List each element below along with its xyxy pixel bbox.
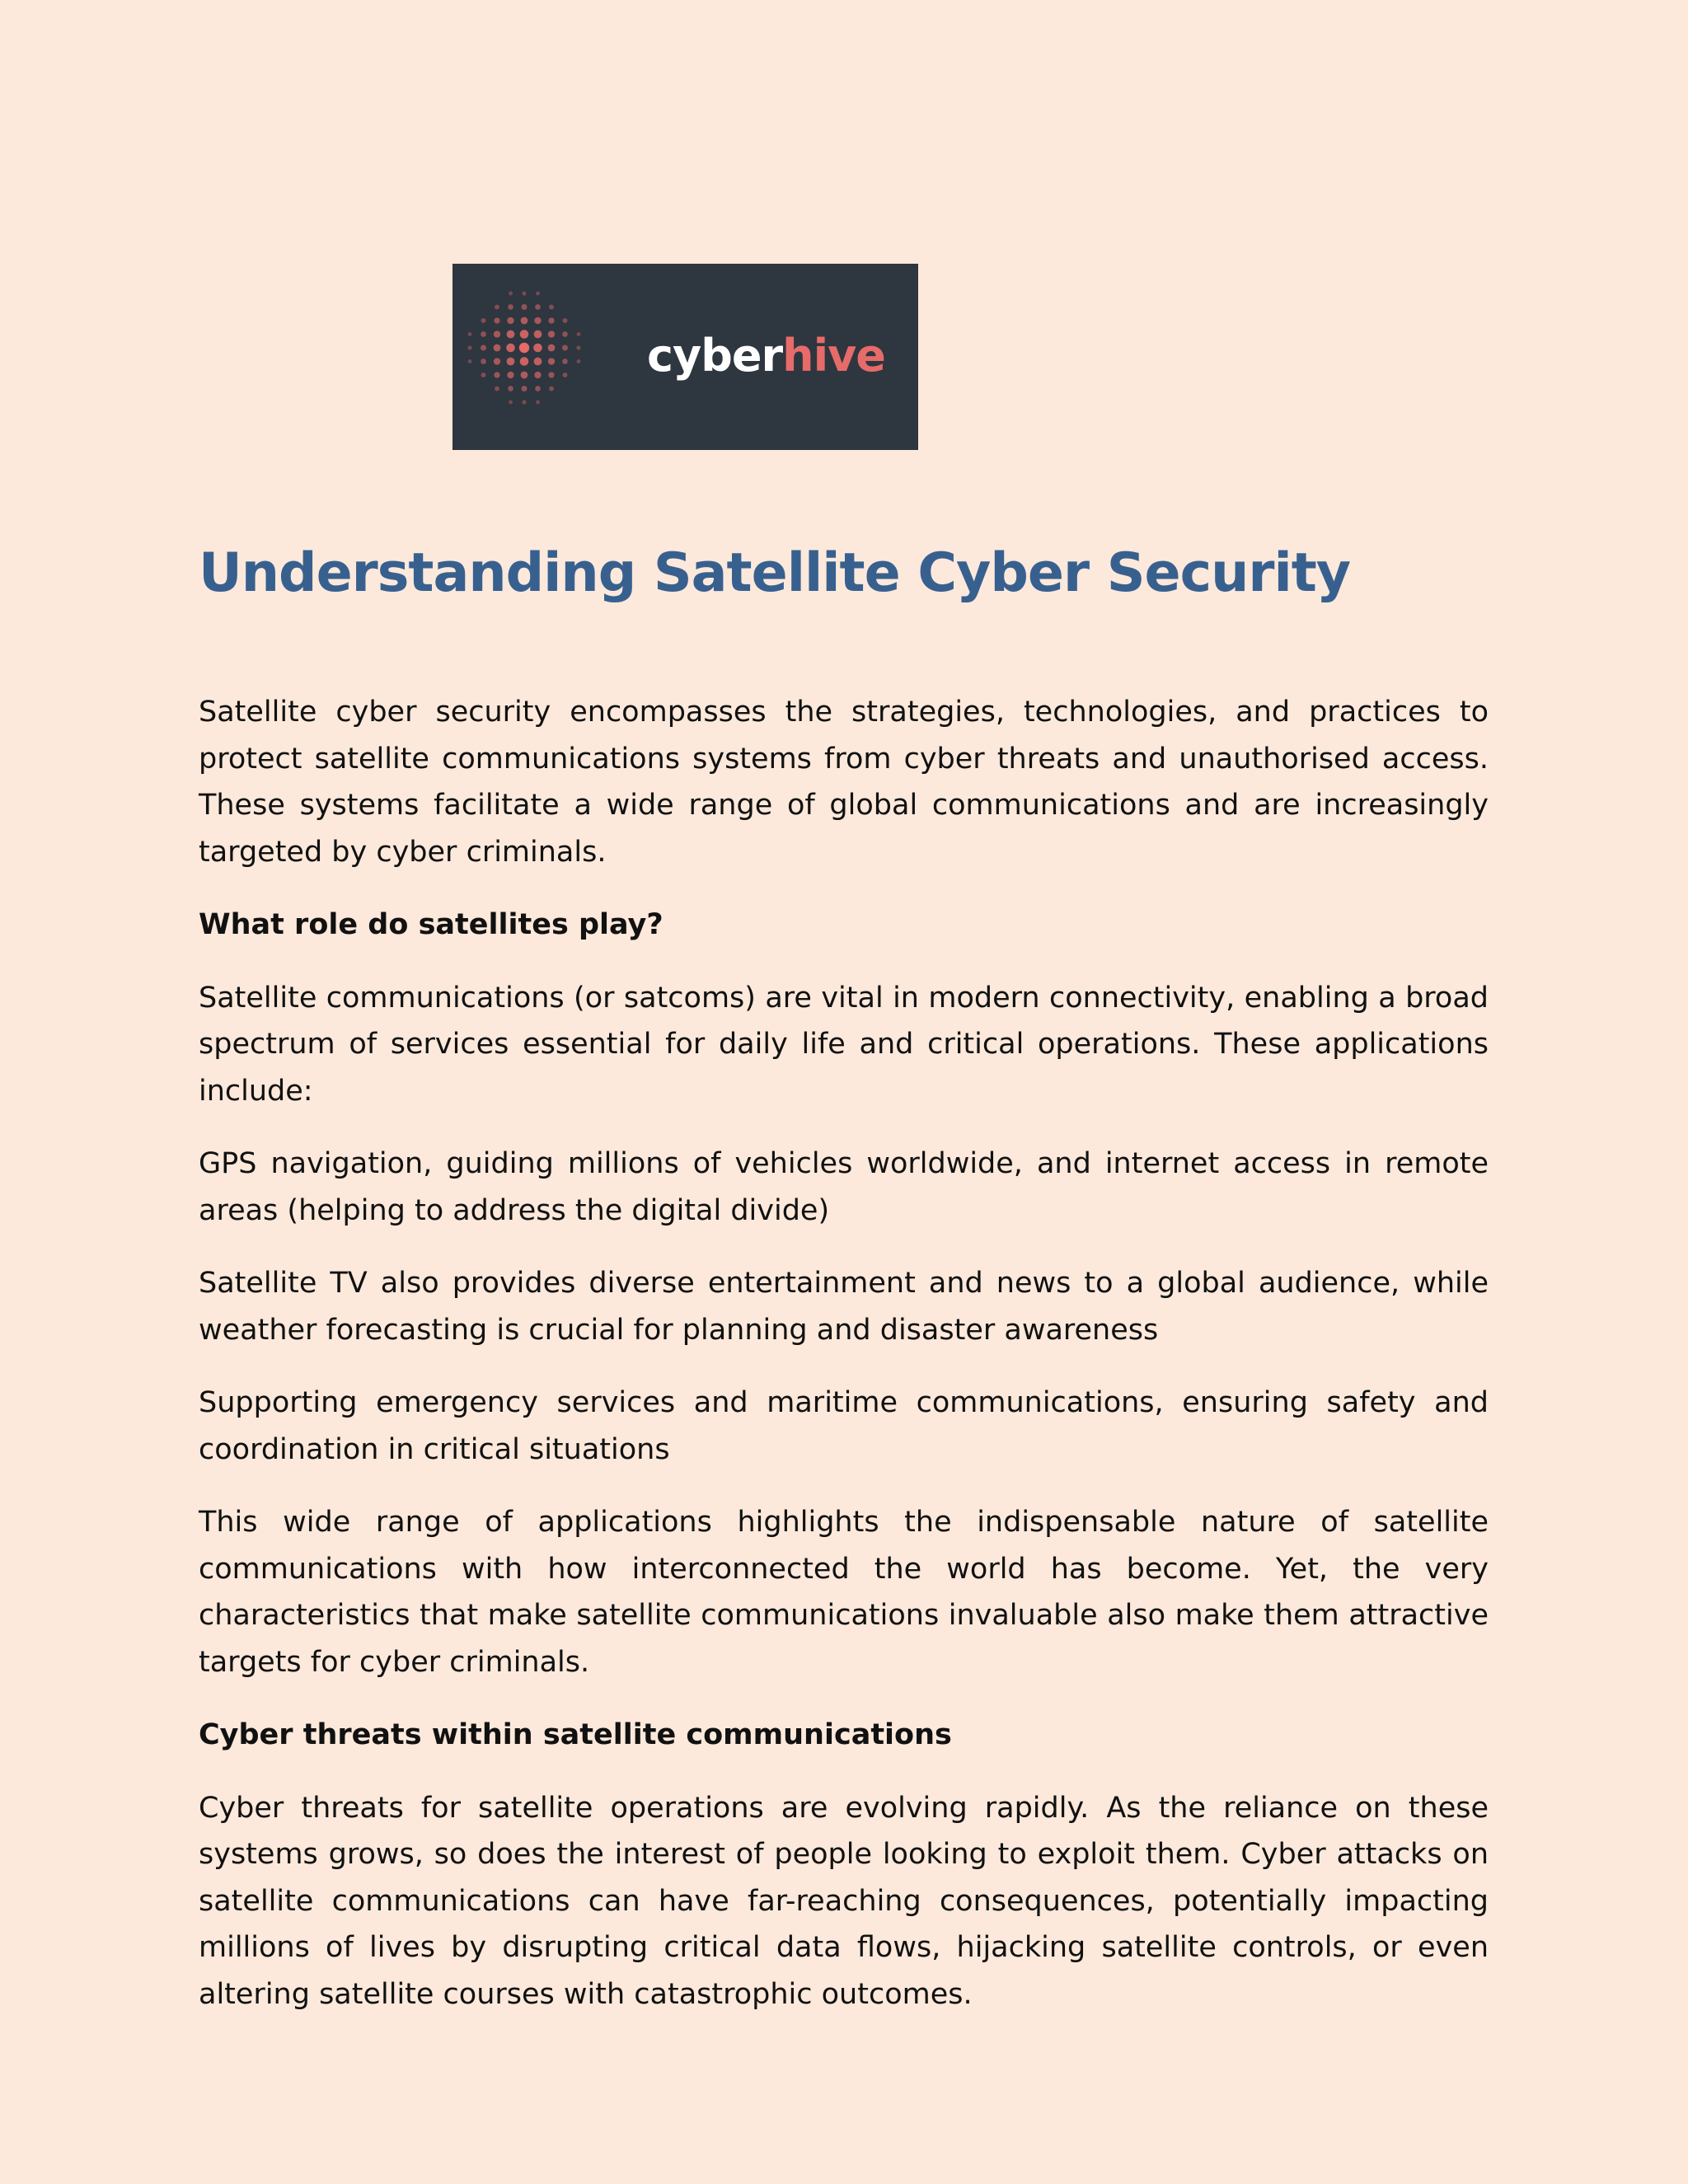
logo-dot — [563, 318, 568, 323]
logo-dot — [535, 386, 541, 391]
logo-dot — [481, 331, 486, 337]
logo-dot — [576, 345, 580, 349]
logo-dot — [481, 359, 486, 364]
logo-word-cyber: cyber — [647, 330, 783, 382]
logo-dot — [494, 344, 501, 352]
logo-dot — [468, 359, 472, 363]
logo-dot — [495, 305, 499, 310]
logo-dot — [536, 401, 540, 405]
logo-dot — [521, 372, 528, 379]
logo-dot — [519, 343, 529, 353]
logo-dot — [577, 332, 581, 336]
logo-dot — [533, 344, 542, 353]
logo-dot — [507, 317, 513, 324]
logo-dot — [522, 291, 526, 295]
logo-word-hive: hive — [782, 330, 885, 382]
logo-dot — [509, 292, 513, 296]
logo-dot — [534, 317, 541, 324]
logo-dot — [468, 332, 472, 336]
paragraph: GPS navigation, guiding millions of vehicles worldwide, and internet access in remote areas (helping to address the digital divide) — [199, 1147, 1489, 1227]
logo-dot — [548, 358, 555, 364]
logo-dot — [520, 357, 529, 366]
paragraph: Satellite communications (or satcoms) are vital in modern connectivity, enabling a broad spectrum of services essential for daily life and critical operations. These applications include: — [199, 981, 1489, 1108]
logo-dot — [548, 317, 554, 323]
logo-dot — [481, 345, 486, 351]
logo-dot — [507, 372, 513, 378]
logo-dot — [506, 344, 515, 353]
logo-dot — [494, 358, 500, 364]
logo-dot — [549, 387, 554, 391]
logo-dot — [481, 373, 486, 377]
article-body — [199, 689, 1489, 2044]
section-heading-satellite-role: What role do satellites play? — [199, 908, 663, 941]
logo-dot — [535, 304, 541, 310]
logo-dot — [494, 317, 499, 323]
logo-dot — [522, 304, 528, 310]
logo-dot — [494, 330, 500, 337]
logo-dot — [508, 386, 513, 391]
logo-dot — [507, 358, 515, 366]
logo-dot — [536, 292, 540, 296]
logo-dot — [481, 318, 486, 323]
logo-dot — [577, 359, 581, 363]
paragraph: This wide range of applications highlights the indispensable nature of satellite communications with how interconnected the world has become. Yet, the very characteristics that make satellite communications invaluable also make them attractive targets for cyber criminals. — [199, 1506, 1489, 1679]
logo-dot — [494, 372, 499, 377]
logo-dot — [562, 359, 568, 364]
logo-dot — [534, 358, 542, 366]
page-title: Understanding Satellite Cyber Security — [199, 542, 1351, 604]
logo-dot — [562, 345, 568, 351]
intro-paragraph: Satellite cyber security encompasses the strategies, technologies, and practices to protect satellite communications systems from cyber threats and unauthorised access. These systems facilitate a wide range of global communications and are increasingly targeted by cyber criminals. — [199, 696, 1489, 869]
logo-dot — [549, 305, 554, 310]
logo-dot — [509, 401, 513, 405]
logo-dot — [520, 330, 529, 339]
logo-dot — [563, 373, 568, 377]
logo-dot — [548, 372, 554, 377]
logo-dot — [522, 400, 526, 404]
logo-dot — [548, 344, 556, 352]
section-heading-cyber-threats: Cyber threats within satellite communications — [199, 1718, 952, 1751]
logo-dot — [534, 330, 542, 339]
logo-dot — [534, 372, 541, 378]
logo-dot — [507, 330, 515, 339]
logo-dot — [495, 387, 499, 391]
logo-dot — [508, 304, 513, 310]
logo-dot — [467, 345, 471, 349]
paragraph: Cyber threats for satellite operations are evolving rapidly. As the reliance on these systems grows, so does the interest of people looking to exploit them. Cyber attacks on satellite communications can have far-reaching consequences, potentially impacting millions of lives by disrupting critical data flows, hijacking satellite controls, or even altering satellite courses with catastrophic outcomes. — [199, 1791, 1489, 2011]
logo-wordmark — [647, 315, 885, 397]
paragraph: Supporting emergency services and maritime communications, ensuring safety and coordination in critical situations — [199, 1386, 1489, 1466]
paragraph: Satellite TV also provides diverse entertainment and news to a global audience, while weather forecasting is crucial for planning and disaster awareness — [199, 1267, 1489, 1347]
logo-dot — [521, 317, 528, 325]
cyberhive-logo — [452, 264, 918, 450]
logo-dot — [548, 330, 555, 337]
logo-dot — [522, 386, 528, 391]
logo-dot — [562, 331, 568, 337]
